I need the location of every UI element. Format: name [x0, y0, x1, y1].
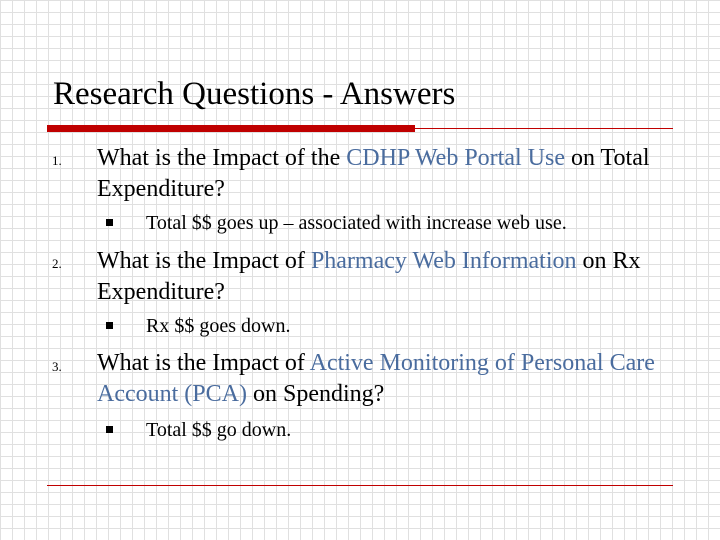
question-2-text-a: What is the Impact of	[97, 248, 311, 274]
answer-3: Total $$ go down.	[146, 419, 292, 441]
question-3	[97, 348, 657, 410]
question-1-highlight: CDHP Web Portal Use	[346, 145, 565, 171]
question-2	[97, 246, 657, 308]
question-1	[97, 143, 657, 205]
question-2-text-b: on Rx Expenditure?	[97, 248, 641, 305]
answer-1-bullet-icon	[106, 219, 113, 226]
question-3-text-b: on Spending?	[246, 381, 385, 407]
answer-1: Total $$ goes up – associated with increase web use.	[146, 212, 567, 234]
question-1-text-b: on Total Expenditure?	[97, 145, 650, 202]
answer-3-bullet-icon	[106, 426, 113, 433]
answer-2: Rx $$ goes down.	[146, 315, 291, 337]
question-3-highlight: Active Monitoring of Personal Care Account (PCA)	[97, 350, 655, 407]
item-number-2: 2.	[52, 256, 62, 271]
footer-rule	[47, 485, 673, 486]
title-accent-bar	[47, 125, 415, 132]
item-number-3: 3.	[52, 359, 62, 374]
slide-title: Research Questions - Answers	[53, 76, 456, 112]
question-1-text-a: What is the Impact of the	[97, 145, 347, 171]
question-3-text-a: What is the Impact of	[97, 350, 310, 376]
question-2-highlight: Pharmacy Web Information	[310, 248, 577, 274]
answer-2-bullet-icon	[106, 322, 113, 329]
item-number-1: 1.	[52, 153, 62, 168]
